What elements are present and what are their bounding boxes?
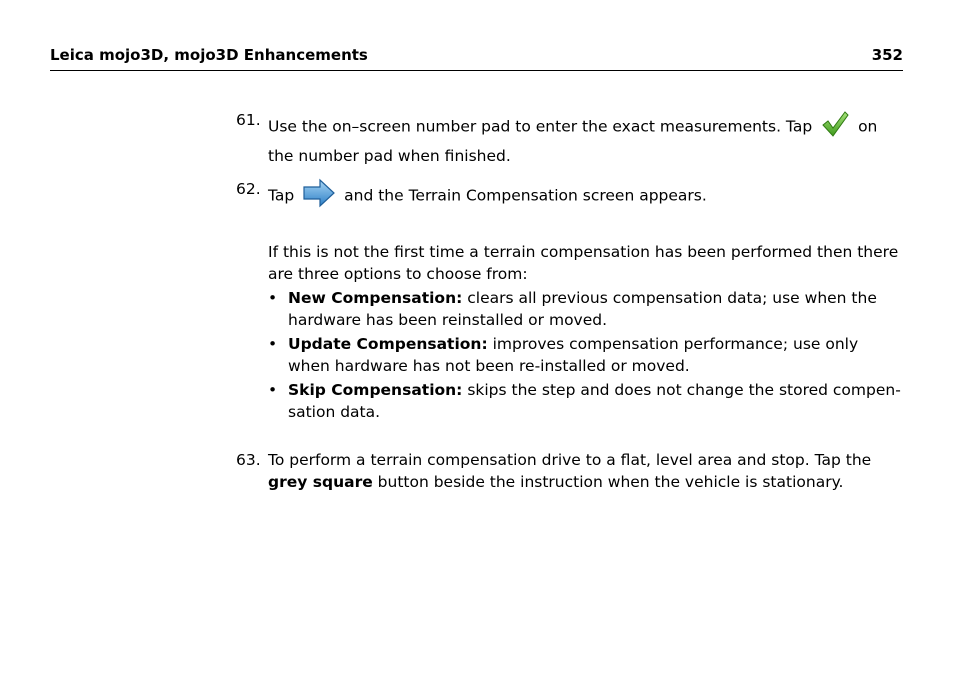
document-title: Leica mojo3D, mojo3D Enhancements <box>50 46 368 64</box>
page-number: 352 <box>871 46 903 64</box>
page-header <box>50 46 903 71</box>
list-item <box>268 287 904 331</box>
option-label: New Compensation: <box>288 289 463 307</box>
step-61 <box>236 109 904 167</box>
step-62 <box>236 178 904 214</box>
step-text-continued: button beside the instruction when the vehicle is stationary. <box>377 473 844 491</box>
option-description: clears all previous compensation data; use when the hardware has been reinstalled or moved. <box>288 289 877 329</box>
step-text: To perform a terrain compensation drive to a flat, level area and stop. Tap the <box>268 451 872 469</box>
bullet: • <box>268 381 278 399</box>
compensation-options-list <box>236 287 904 423</box>
option-description: improves compensation performance; use only when hardware has not been re-installed or moved. <box>288 335 859 375</box>
step-text-on: on <box>858 117 878 136</box>
step-number: 63. <box>236 451 261 469</box>
step-number: 61. <box>236 111 261 129</box>
step-text: Use the on–screen number pad to enter the exact measurements. Tap <box>268 117 813 136</box>
option-label: Update Compensation: <box>288 335 488 353</box>
option-label: Skip Compensation: <box>288 381 463 399</box>
step-number: 62. <box>236 180 261 198</box>
step-text-continued: and the Terrain Compensation screen appears. <box>344 186 707 205</box>
green-checkmark-icon <box>820 109 850 145</box>
step-text-continued: the number pad when finished. <box>268 147 511 165</box>
list-item <box>268 333 904 377</box>
bullet: • <box>268 289 278 307</box>
grey-square-term: grey square <box>268 473 373 491</box>
blue-right-arrow-icon <box>302 178 336 214</box>
options-intro: If this is not the first time a terrain compensation has been performed then there are three options to choose from: <box>268 243 899 283</box>
step-text: Tap <box>268 186 295 205</box>
step-63 <box>236 449 904 493</box>
bullet: • <box>268 335 278 353</box>
option-description: skips the step and does not change the stored compen-sation data. <box>288 381 901 421</box>
list-item <box>268 379 904 423</box>
page-content <box>236 109 904 493</box>
